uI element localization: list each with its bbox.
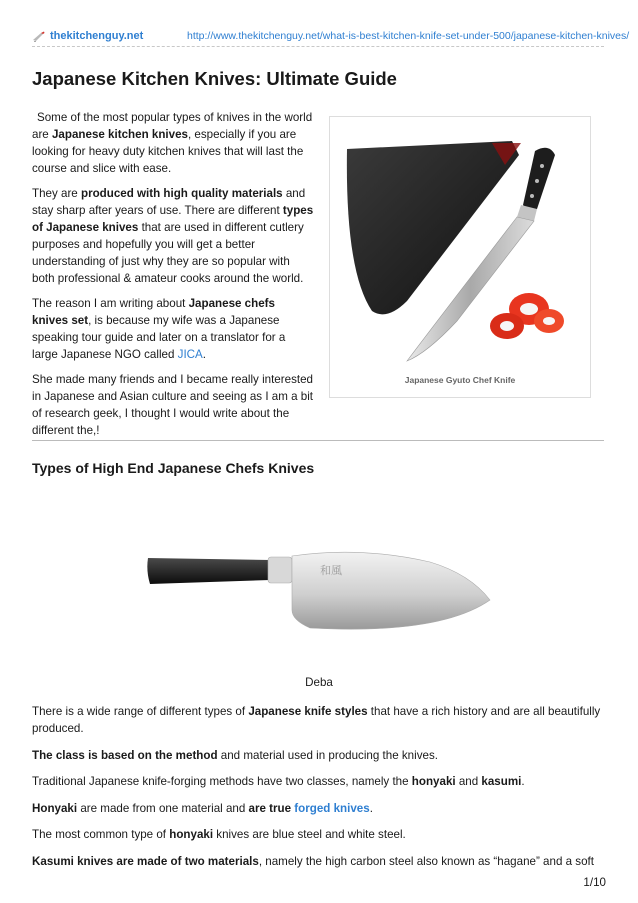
bold-text: Honyaki xyxy=(32,801,78,815)
text: and material used in producing the knives. xyxy=(217,748,438,762)
forged-knives-link[interactable]: forged knives xyxy=(294,801,370,815)
bold-text: are true xyxy=(248,801,295,815)
body-text xyxy=(32,703,604,879)
text: are made from one material and xyxy=(77,801,249,815)
site-name[interactable]: thekitchenguy.net xyxy=(50,30,144,42)
page-title: Japanese Kitchen Knives: Ultimate Guide xyxy=(32,68,397,89)
text: . xyxy=(369,801,373,815)
gyuto-knife-image xyxy=(337,121,583,371)
intro-paragraph-4: She made many friends and I became really interested in Japanese and Asian culture and seeing as I am a bit of research geek, I thought I would write about the different the,! xyxy=(32,373,314,437)
bold-text: The class is based on the method xyxy=(32,748,218,762)
text: Traditional Japanese knife-forging methods have two classes, namely the xyxy=(32,775,412,788)
bold-text: Kasumi knives are made of two materials xyxy=(32,854,259,868)
text: and stay sharp after years of use. There are different xyxy=(32,187,306,217)
bold-text: types of Japanese knives xyxy=(32,204,314,234)
text: They are xyxy=(32,187,81,200)
intro-paragraph-3 xyxy=(32,295,314,363)
gyuto-knife-figure xyxy=(329,116,591,398)
text: Some of the most popular types of knives in the world are xyxy=(32,111,313,141)
text: , namely the high carbon steel also known as “hagane” and a soft xyxy=(258,854,594,868)
section-divider xyxy=(32,440,604,441)
text: knives are blue steel and white steel. xyxy=(213,828,406,841)
text: that have a rich history and are all beautifully produced. xyxy=(32,705,601,735)
text: . xyxy=(202,348,207,361)
body-paragraph-1 xyxy=(32,703,604,737)
bold-text: Japanese chefs knives set xyxy=(32,297,275,327)
bold-text: kasumi xyxy=(481,775,522,788)
knife-logo-icon xyxy=(32,31,45,42)
page-number: 1/10 xyxy=(583,876,606,889)
intro-paragraph-1 xyxy=(32,109,314,177)
intro-text xyxy=(32,109,314,447)
text: that are used in different cutlery purposes and hopefully you will get a better understanding of just why they are so popular with both professional & amateur cooks around the world. xyxy=(32,221,304,285)
bold-text: produced with high quality materials xyxy=(80,187,283,200)
text: There is a wide range of different types of xyxy=(32,705,249,718)
text: , is because my wife was a Japanese speaking tour guide and later on a translator for a large Japanese NGO called xyxy=(32,314,286,361)
section-heading: Types of High End Japanese Chefs Knives xyxy=(32,460,315,476)
svg-text:和風: 和風 xyxy=(320,564,342,577)
text: The most common type of xyxy=(32,828,170,841)
text: and xyxy=(455,775,482,788)
jica-link[interactable]: JICA xyxy=(177,348,203,361)
body-paragraph-4 xyxy=(32,800,604,817)
deba-knife-image xyxy=(140,540,500,650)
bold-text: Japanese kitchen knives xyxy=(51,128,188,141)
bold-text: Japanese knife styles xyxy=(248,705,368,718)
intro-paragraph-2 xyxy=(32,185,314,287)
page-header xyxy=(32,24,630,47)
bold-text: honyaki xyxy=(169,828,214,841)
body-paragraph-6 xyxy=(32,853,604,870)
site-branding[interactable] xyxy=(32,30,143,42)
text: . xyxy=(521,775,525,788)
figure-caption: Japanese Gyuto Chef Knife xyxy=(404,375,516,385)
text: , especially if you are looking for heavy duty kitchen knives that will last the course and slice with ease. xyxy=(32,128,304,175)
deba-caption: Deba xyxy=(305,676,333,689)
body-paragraph-5 xyxy=(32,826,604,843)
page-url[interactable]: http://www.thekitchenguy.net/what-is-best-kitchen-knife-set-under-500/japanese-kitchen-knives/ xyxy=(187,30,630,42)
bold-text: honyaki xyxy=(411,775,456,788)
body-paragraph-3 xyxy=(32,773,604,790)
text: The reason I am writing about xyxy=(32,297,189,310)
body-paragraph-2 xyxy=(32,747,604,764)
